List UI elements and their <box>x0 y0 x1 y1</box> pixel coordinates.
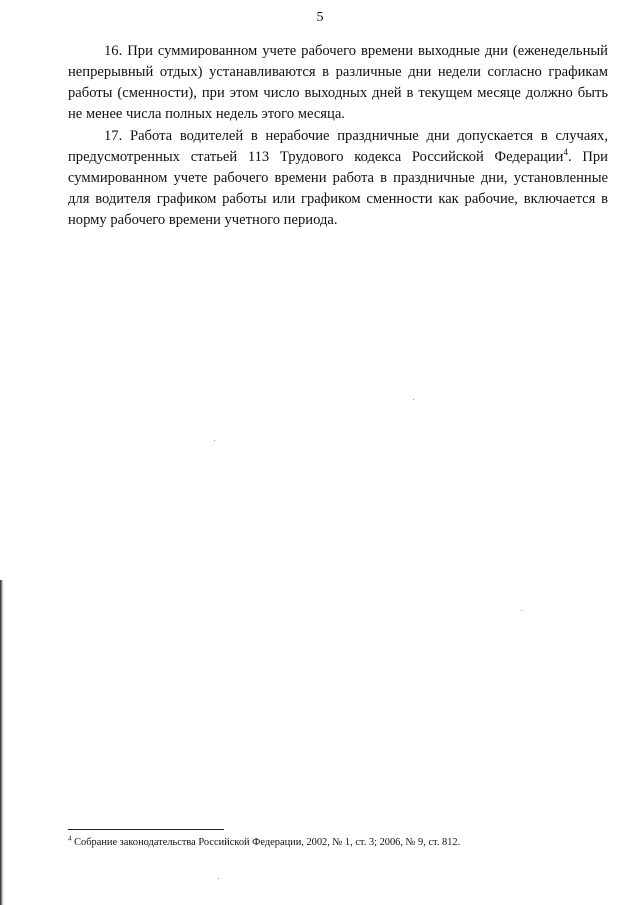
body-text <box>68 41 608 232</box>
footnote <box>68 836 608 849</box>
scan-speck <box>413 399 414 400</box>
scan-speck <box>521 610 522 611</box>
footnote-reference: 4 <box>563 147 568 158</box>
footnote-text: Собрание законодательства Российской Федерации, 2002, № 1, ст. 3; 2006, № 9, ст. 812. <box>71 837 461 848</box>
paragraph-16: 16. При суммированном учете рабочего времени выходные дни (еженедельный непрерывный отдых) устанавливаются в различные дни недели согласно графикам работы (сменности), при этом число выходных дней в текущем месяце должно быть не менее числа полных недель этого месяца. <box>68 43 608 122</box>
page-number: 5 <box>316 10 324 25</box>
scan-speck <box>218 878 219 879</box>
footnote-separator <box>68 829 224 830</box>
scan-speck <box>214 440 215 441</box>
paragraph-17-text-before-ref: 17. Работа водителей в нерабочие праздничные дни допускается в случаях, предусмотренных статьей 113 Трудового кодекса Российской Федерации <box>68 128 608 165</box>
footnote-marker: 4 <box>68 834 72 843</box>
scan-edge-shadow <box>0 580 4 905</box>
paragraph-17 <box>68 126 608 231</box>
paragraph-17-text-after-ref: . При суммированном учете рабочего времени работа в праздничные дни, установленные для водителя графиком работы или графиком сменности как рабочие, включается в норму рабочего времени учетного периода. <box>68 149 608 228</box>
